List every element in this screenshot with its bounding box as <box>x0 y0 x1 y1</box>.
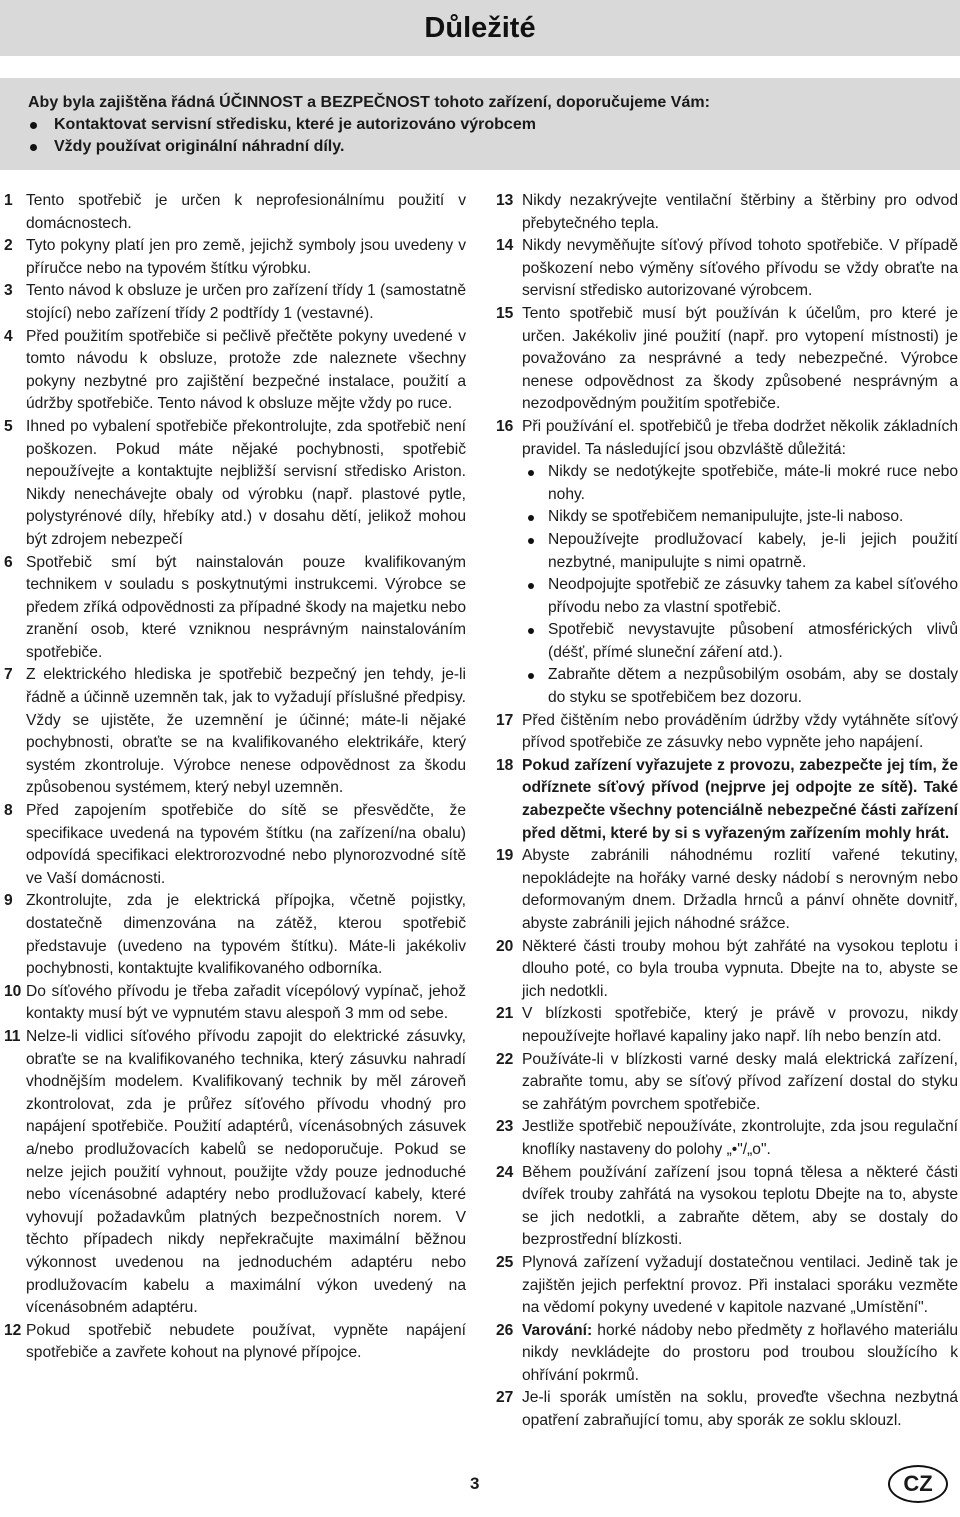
item-text: Během používání zařízení jsou topná tělesa a některé části dvířek trouby zahřátá na vysokou teplotu Dbejte na to, abyste se jich nedotkli, a zabraňte dětem, aby se dostaly do bezprostřední blízkosti. <box>522 1163 958 1249</box>
list-item <box>4 981 466 1026</box>
item-number: 3 <box>4 282 13 300</box>
item-text: Pokud zařízení vyřazujete z provozu, zabezpečte jej tím, že odříznete síťový přívod (nejprve jej odpojte ze sítě). Také zabezpečte všechny potenciálně nebezpečné části zařízení před dětmi, které by si s vyřazeným zařízením mohly hrát. <box>522 756 958 842</box>
item-text: Abyste zabránili náhodnému rozlití vařené tekutiny, nepokládejte na hořáky varné desky nádobí s nerovným nebo deformovaným dnem. Držadla hrnců a pánví ohněte dovnitř, abyste zabránili jejich náhodné srážce. <box>522 847 958 932</box>
item-number: 12 <box>4 1321 22 1339</box>
item-text: Pokud spotřebič nebudete používat, vypněte napájení spotřebiče a zavřete kohout na plynové přípojce. <box>26 1321 466 1362</box>
intro-box <box>0 78 960 170</box>
page-number: 3 <box>470 1474 480 1493</box>
item-text: Používáte-li v blízkosti varné desky malá elektrická zařízení, zabraňte tomu, aby se síťový přívod zařízení dostal do styku se zahřátým povrchem spotřebiče. <box>522 1050 958 1113</box>
item-text: Před použitím spotřebiče si pečlivě přečtěte pokyny uvedené v tomto návodu k obsluze, protože zde naleznete všechny pokyny nezbytné pro zajištění bezpečné instalace, použití a údržby spotřebiče. Tento návod k obsluze mějte vždy po ruce. <box>26 327 466 413</box>
list-item <box>496 845 958 935</box>
item-text: Tento spotřebič je určen k neprofesionálnímu použití v domácnostech. <box>26 192 466 232</box>
safety-rule: Nikdy se spotřebičem nemanipulujte, jste-li naboso. <box>522 506 958 529</box>
item-text: Nikdy nevyměňujte síťový přívod tohoto spotřebiče. V případě poškození nebo výměny síťového přívodu se vždy obraťte na servisní středisko autorizované výrobcem. <box>522 237 958 300</box>
list-item <box>496 755 958 845</box>
list-item <box>496 416 958 710</box>
item-number: 5 <box>4 417 13 435</box>
item-text: Před zapojením spotřebiče do sítě se přesvědčte, že specifikace uvedená na typovém štítku (na zařízení/na obalu) odpovídá specifikaci elektrorozvodné nebo plynorozvodné sítě ve Vaší domácnosti. <box>26 802 466 887</box>
list-item <box>4 235 466 280</box>
item-text <box>522 1320 958 1388</box>
item-number: 23 <box>496 1118 514 1136</box>
list-item <box>4 664 466 800</box>
item-number: 7 <box>4 666 13 684</box>
item-text: Ihned po vybalení spotřebiče překontrolujte, zda spotřebič není poškozen. Pokud máte nějaké pochybnosti, spotřebič nepoužívejte a kontaktujte nejbližší servisní středisko Ariston. Nikdy nenechávejte obaly od výrobku (např. plastové pytle, polystyrénové díly, hřebíky atd.) v dosahu dětí, jelikož mohou být zdrojem nebezpečí <box>26 417 466 548</box>
item-text: Některé části trouby mohou být zahřáté na vysokou teplotu i dlouho poté, co byla trouba vypnuta. Dbejte na to, abyste se jich nedotkli. <box>522 937 958 1000</box>
list-item <box>496 1116 958 1161</box>
list-item <box>4 1026 466 1320</box>
list-item <box>4 890 466 980</box>
item-number: 8 <box>4 802 13 820</box>
list-item <box>496 1320 958 1388</box>
item-number: 24 <box>496 1163 514 1181</box>
item-text: Spotřebič smí být nainstalován pouze kvalifikovaným technikem v souladu s poskytnutými instrukcemi. Výrobce se předem zříká odpovědnosti za případné škody na majetku nebo zranění osob, které vzniknou nesprávným nainstalováním spotřebiče. <box>26 553 466 661</box>
item-text: Je-li sporák umístěn na soklu, proveďte všechna nezbytná opatření zabraňující tomu, aby sporák ze soklu sklouzl. <box>522 1389 958 1430</box>
safety-rule: Zabraňte dětem a nezpůsobilým osobám, aby se dostaly do styku se spotřebičem bez dozoru. <box>522 664 958 709</box>
list-item <box>496 1003 958 1048</box>
list-item <box>496 710 958 755</box>
list-item <box>4 552 466 665</box>
header-band <box>0 0 960 56</box>
item-number: 14 <box>496 237 514 255</box>
intro-heading: Aby byla zajištěna řádná ÚČINNOST a BEZPEČNOST tohoto zařízení, doporučujeme Vám: <box>28 94 710 111</box>
item-number: 21 <box>496 1005 514 1023</box>
item-number: 1 <box>4 192 13 209</box>
safety-rule: Spotřebič nevystavujte působení atmosférických vlivů (déšť, přímé sluneční záření atd.). <box>522 619 958 664</box>
item-text: Jestliže spotřebič nepoužíváte, zkontrolujte, zda jsou regulační knoflíky nastaveny do polohy „•"/„o". <box>522 1118 958 1158</box>
item-text: Do síťového přívodu je třeba zařadit vícepólový vypínač, jehož kontakty musí být ve vypnutém stavu alespoň 3 mm od sebe. <box>26 982 466 1023</box>
intro-bullet: Kontaktovat servisní středisku, které je autorizováno výrobcem <box>28 114 932 136</box>
item-number: 13 <box>496 192 514 209</box>
list-item <box>4 280 466 325</box>
list-item <box>496 1252 958 1320</box>
item-number: 4 <box>4 327 13 345</box>
item-number: 25 <box>496 1253 514 1271</box>
safety-rules-list <box>522 461 958 710</box>
intro-bullet: Vždy používat originální náhradní díly. <box>28 136 932 158</box>
item-number: 11 <box>4 1027 21 1045</box>
list-item <box>4 326 466 416</box>
list-item <box>496 936 958 1004</box>
intro-bullets <box>28 114 932 158</box>
item-number: 9 <box>4 892 13 910</box>
left-column <box>4 190 466 1365</box>
item-number: 18 <box>496 756 514 774</box>
item-text: Zkontrolujte, zda je elektrická přípojka, včetně pojistky, dostatečně dimenzována na zátěž, kterou spotřebič představuje (uvedeno na typovém štítku). Máte-li jakékoliv pochybnosti, kontaktujte kvalifikovaného odborníka. <box>26 892 466 978</box>
list-item <box>496 303 958 416</box>
safety-rule: Nikdy se nedotýkejte spotřebiče, máte-li mokré ruce nebo nohy. <box>522 461 958 506</box>
item-number: 17 <box>496 711 514 729</box>
right-column <box>496 190 958 1433</box>
list-item <box>496 235 958 303</box>
list-item <box>496 1162 958 1252</box>
item-number: 20 <box>496 937 514 955</box>
list-item <box>4 416 466 552</box>
item-text: Tento spotřebič musí být používán k účelům, pro které je určen. Jakékoliv jiné použití (např. pro vytopení místnosti) je považováno za nesprávné a tedy nebezpečné. Výrobce nenese odpovědnost za škody způsobené nesprávným a nezodpovědným použitím spotřebiče. <box>522 304 958 413</box>
item-text: Před čištěním nebo prováděním údržby vždy vytáhněte síťový přívod spotřebiče ze zásuvky nebo vypněte jeho napájení. <box>522 711 958 752</box>
item-text: Tento návod k obsluze je určen pro zařízení třídy 1 (samostatně stojící) nebo zařízení třídy 2 podtřídy 1 (vestavné). <box>26 282 466 322</box>
item-number: 15 <box>496 304 514 322</box>
item-number: 6 <box>4 553 13 571</box>
item-text: Plynová zařízení vyžadují dostatečnou ventilaci. Jedině tak je zajištěn jejich perfektní provoz. Při instalaci sporáku vezměte na vědomí pokyny uvedené v kapitole nazvané „Umístění". <box>522 1253 958 1317</box>
list-item <box>4 800 466 890</box>
warning-text: horké nádoby nebo předměty z hořlavého materiálu nikdy nevkládejte do prostoru pod troubou sloužícího k ohřívání pokrmů. <box>522 1321 958 1384</box>
item-number: 19 <box>496 847 514 865</box>
item-number: 16 <box>496 417 514 435</box>
item-number: 26 <box>496 1321 514 1339</box>
list-item <box>496 1049 958 1117</box>
item-number: 2 <box>4 237 13 255</box>
item-number: 10 <box>4 982 22 1000</box>
item-number: 27 <box>496 1389 514 1407</box>
list-item <box>4 1320 466 1365</box>
safety-rule: Nepoužívejte prodlužovací kabely, je-li jejich použití nezbytné, manipulujte s nimi opatrně. <box>522 529 958 574</box>
list-item <box>496 1387 958 1432</box>
list-item <box>496 190 958 235</box>
item-number: 22 <box>496 1050 514 1068</box>
page-title: Důležité <box>424 11 536 44</box>
warning-label: Varování: <box>522 1321 593 1339</box>
item-text: Nikdy nezakrývejte ventilační štěrbiny a štěrbiny pro odvod přebytečného tepla. <box>522 192 958 232</box>
item-text: V blízkosti spotřebiče, který je právě v provozu, nikdy nepoužívejte hořlavé kapaliny jako např. líh nebo benzín atd. <box>522 1005 958 1045</box>
item-text: Tyto pokyny platí jen pro země, jejichž symboly jsou uvedeny v příručce nebo na typovém štítku výrobku. <box>26 237 466 277</box>
item-text: Při používání el. spotřebičů je třeba dodržet několik základních pravidel. Ta následující jsou obzvláště důležitá: <box>522 417 958 458</box>
safety-rule: Neodpojujte spotřebič ze zásuvky tahem za kabel síťového přívodu nebo za vlastní spotřebič. <box>522 574 958 619</box>
list-item <box>4 190 466 235</box>
item-text: Nelze-li vidlici síťového přívodu zapojit do elektrické zásuvky, obraťte se na kvalifikovaného technika, který zásuvku nahradí vhodnějším modelem. Kvalifikovaný technik by měl zároveň zkontrolovat, zda je průřez síťového přívodu vhodný pro napájení spotřebiče. Použití adaptérů, vícenásobných zásuvek a/nebo prodlužovacích kabelů se nedoporučuje. Pokud se nelze jejich použití vyhnout, použijte vždy pouze jednoduché nebo vícenásobné adaptéry nebo prodlužovací kabely, které vyhovují požadavkům platných bezpečnostních norem. V těchto případech nikdy nepřekračujte maximální běžnou výkonnost uvedenou na jednoduchém adaptéru nebo prodlužovacím kabelu a maximální výkon uvedený na vícenásobném adaptéru. <box>26 1027 466 1317</box>
item-text: Z elektrického hlediska je spotřebič bezpečný jen tehdy, je-li řádně a účinně uzemněn tak, jak to vyžadují příslušné předpisy. Vždy se ujistěte, že uzemnění je účinné; máte-li nějaké pochybnosti, obraťte se na kvalifikovaného elektrikáře, který systém zkontroluje. Výrobce nenese odpovědnost za škodu způsobenou systémem, který nebyl uzemněn. <box>26 666 466 797</box>
language-badge: CZ <box>888 1465 948 1503</box>
